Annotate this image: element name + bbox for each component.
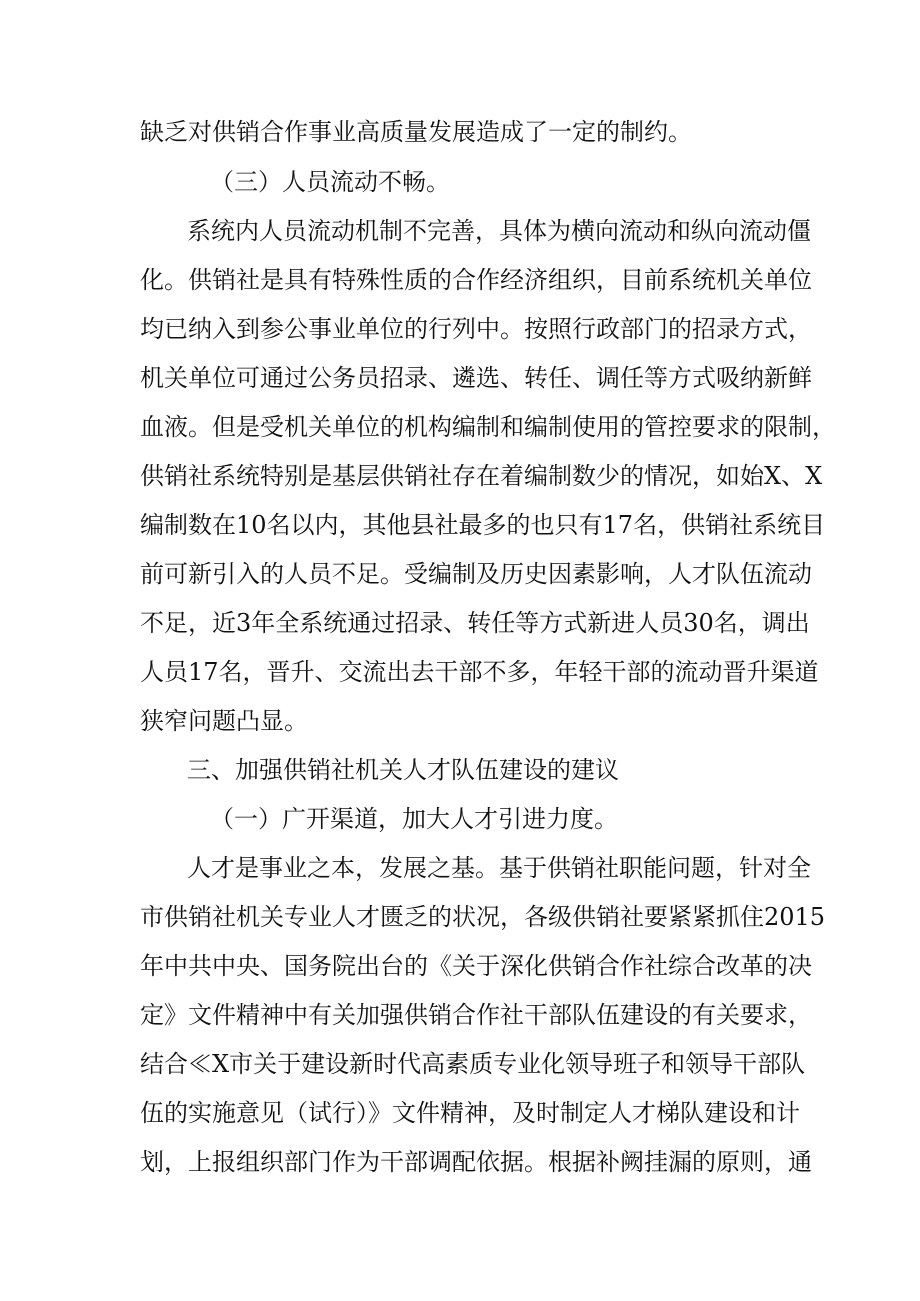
text-line: 化。供销社是具有特殊性质的合作经济组织，目前系统机关单位: [140, 266, 812, 294]
section-heading: 三、加强供销社机关人才队伍建设的建议: [187, 756, 619, 784]
text-line: 缺乏对供销合作事业高质量发展造成了一定的制约。: [140, 118, 692, 146]
text-line: 人员17名，晋升、交流出去干部不多，年轻干部的流动晋升渠道: [140, 658, 819, 686]
text-line: 人才是事业之本，发展之基。基于供销社职能问题，针对全: [187, 854, 811, 882]
text-line: 市供销社机关专业人才匮乏的状况，各级供销社要紧紧抓住2015: [140, 903, 826, 931]
text-line: 血液。但是受机关单位的机构编制和编制使用的管控要求的限制，: [140, 413, 836, 441]
text-line: 结合≪X市关于建设新时代高素质专业化领导班子和领导干部队: [140, 1050, 806, 1078]
text-line: 系统内人员流动机制不完善，具体为横向流动和纵向流动僵: [187, 217, 811, 245]
text-line: 不足，近3年全系统通过招录、转任等方式新进人员30名，调出: [140, 609, 810, 637]
text-line: 狭窄问题凸显。: [140, 707, 308, 735]
text-line: 年中共中央、国务院出台的《关于深化供销合作社综合改革的决: [140, 952, 812, 980]
text-line: 划，上报组织部门作为干部调配依据。根据补阙挂漏的原则，通: [140, 1148, 812, 1176]
text-line: 伍的实施意见（试行）》文件精神，及时制定人才梯队建设和计: [140, 1099, 800, 1127]
text-line: 机关单位可通过公务员招录、遴选、转任、调任等方式吸纳新鲜: [140, 364, 812, 392]
text-line: 均已纳入到参公事业单位的行列中。按照行政部门的招录方式，: [140, 315, 812, 343]
text-line: 编制数在10名以内，其他县社最多的也只有17名，供销社系统目: [140, 511, 826, 539]
text-line: 前可新引入的人员不足。受编制及历史因素影响，人才队伍流动: [140, 560, 812, 588]
subheading: （三）人员流动不畅。: [210, 168, 450, 196]
subheading: （一）广开渠道，加大人才引进力度。: [210, 805, 618, 833]
text-line: 定》文件精神中有关加强供销合作社干部队伍建设的有关要求，: [140, 1001, 812, 1029]
text-line: 供销社系统特别是基层供销社存在着编制数少的情况，如始X、X: [140, 462, 823, 490]
